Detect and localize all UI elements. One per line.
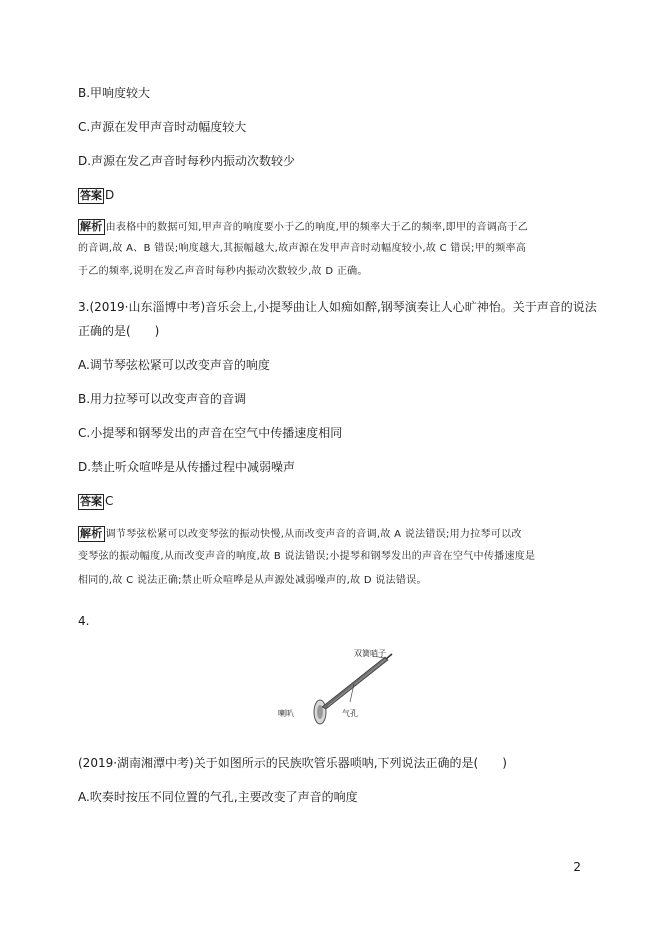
page-number: 2 — [573, 860, 581, 874]
q2-analysis-line-2: 的音调,故 A、B 错误;响度越大,其振幅越大,故声源在发甲声音时动幅度较小,故 C 错误;甲的频率高 — [78, 243, 527, 254]
q4-stem: (2019·湖南湘潭中考)关于如图所示的民族吹管乐器唢呐,下列说法正确的是( ) — [78, 756, 507, 770]
q2-analysis-line-3: 于乙的频率,说明在发乙声音时每秒内振动次数较少,故 D 正确。 — [78, 266, 368, 277]
analysis-tag: 解析 — [80, 527, 103, 540]
q3-analysis-line-3: 相同的,故 C 说法正确;禁止听众喧哗是从声源处减弱噪声的,故 D 说法错误。 — [78, 575, 427, 586]
q3-option-a: A.调节琴弦松紧可以改变声音的响度 — [78, 358, 270, 372]
q3-analysis-line-1 — [78, 526, 522, 542]
q2-option-b: B.甲响度较大 — [78, 86, 151, 100]
q3-answer — [78, 492, 113, 510]
analysis-text: 调节琴弦松紧可以改变琴弦的振动快慢,从而改变声音的音调,故 A 说法错误;用力拉琴可以改 — [105, 529, 522, 540]
answer-tag: 答案 — [80, 189, 102, 202]
analysis-text: 由表格中的数据可知,甲声音的响度要小于乙的响度,甲的频率大于乙的频率,即甲的音调高于乙 — [105, 222, 529, 233]
answer-tag: 答案 — [80, 495, 102, 508]
q2-option-d: D.声源在发乙声音时每秒内振动次数较少 — [78, 154, 296, 168]
suona-illustration — [268, 638, 418, 738]
hole-label: 气孔 — [342, 709, 358, 718]
q2-option-c: C.声源在发甲声音时动幅度较大 — [78, 120, 247, 134]
analysis-tag: 解析 — [80, 220, 103, 233]
q2-answer — [78, 186, 114, 204]
reed-label: 双簧哨子 — [354, 649, 386, 658]
answer-value: D — [105, 188, 115, 202]
q2-analysis-line-1 — [78, 219, 528, 235]
answer-value: C — [105, 494, 114, 508]
q3-analysis-line-2: 变琴弦的振动幅度,从而改变声音的响度,故 B 说法错误;小提琴和钢琴发出的声音在空气中传播速度是 — [78, 551, 536, 562]
bell-label: 喇叭 — [278, 709, 294, 718]
q3-option-d: D.禁止听众喧哗是从传播过程中减弱噪声 — [78, 460, 296, 474]
q3-option-b: B.用力拉琴可以改变声音的音调 — [78, 392, 247, 406]
suona-figure — [268, 638, 418, 738]
q4-number: 4. — [78, 614, 90, 628]
q4-option-a: A.吹奏时按压不同位置的气孔,主要改变了声音的响度 — [78, 790, 358, 804]
q3-stem-line-1: 3.(2019·山东淄博中考)音乐会上,小提琴曲让人如痴如醉,钢琴演奏让人心旷神怡。关于声音的说法 — [78, 300, 597, 314]
q3-stem-line-2: 正确的是( ) — [78, 324, 160, 338]
q3-option-c: C.小提琴和钢琴发出的声音在空气中传播速度相同 — [78, 426, 343, 440]
